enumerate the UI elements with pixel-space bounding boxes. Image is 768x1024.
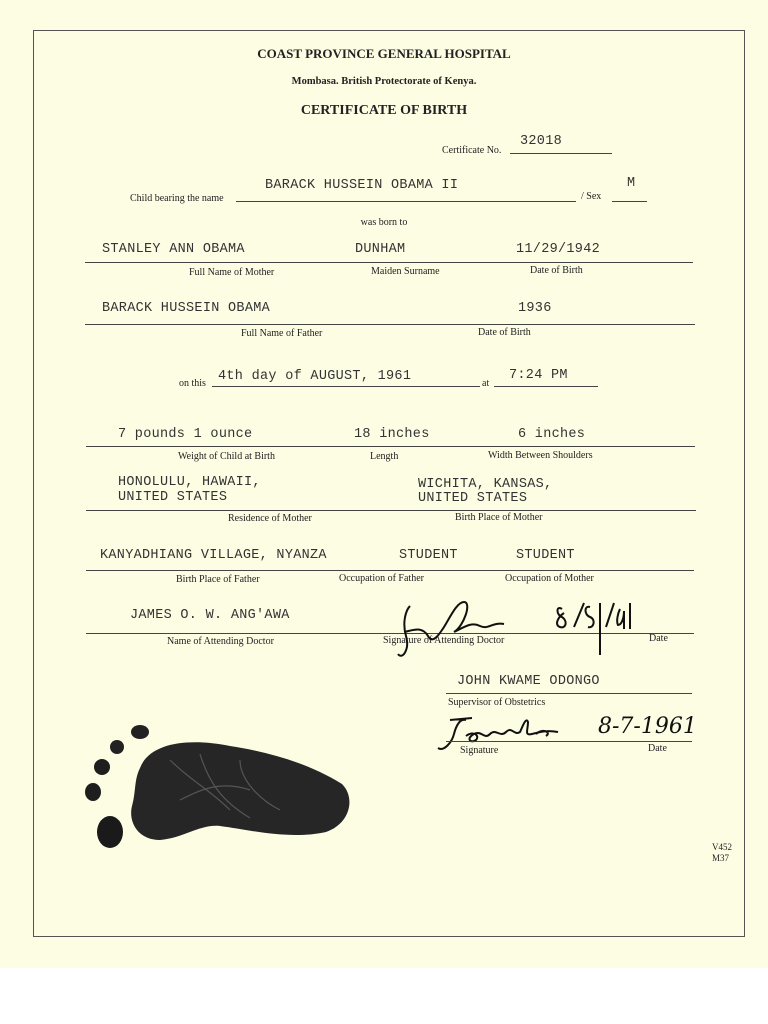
father-occupation: STUDENT xyxy=(399,548,458,563)
child-name-label: Child bearing the name xyxy=(130,193,224,204)
form-code-line2: M37 xyxy=(712,853,730,863)
mother-occupation-label: Occupation of Mother xyxy=(505,573,594,584)
doctor-name-label: Name of Attending Doctor xyxy=(167,636,274,647)
father-birthplace: KANYADHIANG VILLAGE, NYANZA xyxy=(100,548,327,563)
mother-birthplace-line1: WICHITA, KANSAS, xyxy=(418,477,553,492)
father-birthplace-label: Birth Place of Father xyxy=(176,574,260,585)
length-label: Length xyxy=(370,451,399,462)
mother-birthplace-label: Birth Place of Mother xyxy=(455,512,543,523)
mother-occupation: STUDENT xyxy=(516,548,575,563)
doctor-signature-label: Signature of Attending Doctor xyxy=(383,635,505,646)
child-name: BARACK HUSSEIN OBAMA II xyxy=(265,178,459,193)
birth-date: 4th day of AUGUST, 1961 xyxy=(218,369,412,384)
form-code-line1: V452 xyxy=(712,842,732,852)
child-sex: M xyxy=(627,176,636,191)
mother-residence-line2: UNITED STATES xyxy=(118,490,228,505)
born-to-label: was born to xyxy=(360,217,408,228)
certificate-number-label: Certificate No. xyxy=(442,145,502,156)
doctor-signature xyxy=(392,596,530,662)
residence-label: Residence of Mother xyxy=(228,513,312,524)
father-full-name: BARACK HUSSEIN OBAMA xyxy=(102,301,271,316)
father-occupation-label: Occupation of Father xyxy=(339,573,424,584)
doctor-date-handwritten xyxy=(554,599,634,661)
mother-residence-line1: HONOLULU, HAWAII, xyxy=(118,475,261,490)
birth-time: 7:24 PM xyxy=(509,368,568,383)
sex-label: / Sex xyxy=(581,191,602,202)
supervisor-signature-label: Signature xyxy=(460,745,499,756)
supervisor-name: JOHN KWAME ODONGO xyxy=(457,674,600,689)
father-dob-label: Date of Birth xyxy=(478,327,531,338)
birth-weight: 7 pounds 1 ounce xyxy=(118,427,253,442)
father-dob: 1936 xyxy=(518,301,552,316)
supervisor-signature xyxy=(436,712,566,756)
doctor-name: JAMES O. W. ANG'AWA xyxy=(130,608,290,623)
shoulder-width: 6 inches xyxy=(518,427,586,442)
baby-footprint xyxy=(80,720,360,860)
mother-name-label: Full Name of Mother xyxy=(189,267,275,278)
doctor-date-label: Date xyxy=(649,633,668,644)
maiden-label: Maiden Surname xyxy=(371,266,440,277)
shoulders-label: Width Between Shoulders xyxy=(488,450,593,461)
mother-dob: 11/29/1942 xyxy=(516,242,601,257)
hospital-name: COAST PROVINCE GENERAL HOSPITAL xyxy=(257,46,511,61)
certificate-title: CERTIFICATE OF BIRTH xyxy=(300,103,468,118)
birth-length: 18 inches xyxy=(354,427,430,442)
supervisor-date: 8-7-1961 xyxy=(598,714,697,739)
mother-maiden-name: DUNHAM xyxy=(355,242,406,257)
mother-dob-label: Date of Birth xyxy=(530,265,583,276)
supervisor-name-label: Supervisor of Obstetrics xyxy=(448,697,546,708)
mother-full-name: STANLEY ANN OBAMA xyxy=(102,242,245,257)
at-label: at xyxy=(482,378,490,389)
father-name-label: Full Name of Father xyxy=(241,328,323,339)
on-this-label: on this xyxy=(179,378,206,389)
mother-birthplace-line2: UNITED STATES xyxy=(418,491,528,506)
supervisor-date-label: Date xyxy=(648,743,667,754)
certificate-number: 32018 xyxy=(520,134,563,149)
hospital-location: Mombasa. British Protectorate of Kenya. xyxy=(291,76,477,87)
weight-label: Weight of Child at Birth xyxy=(178,451,275,462)
